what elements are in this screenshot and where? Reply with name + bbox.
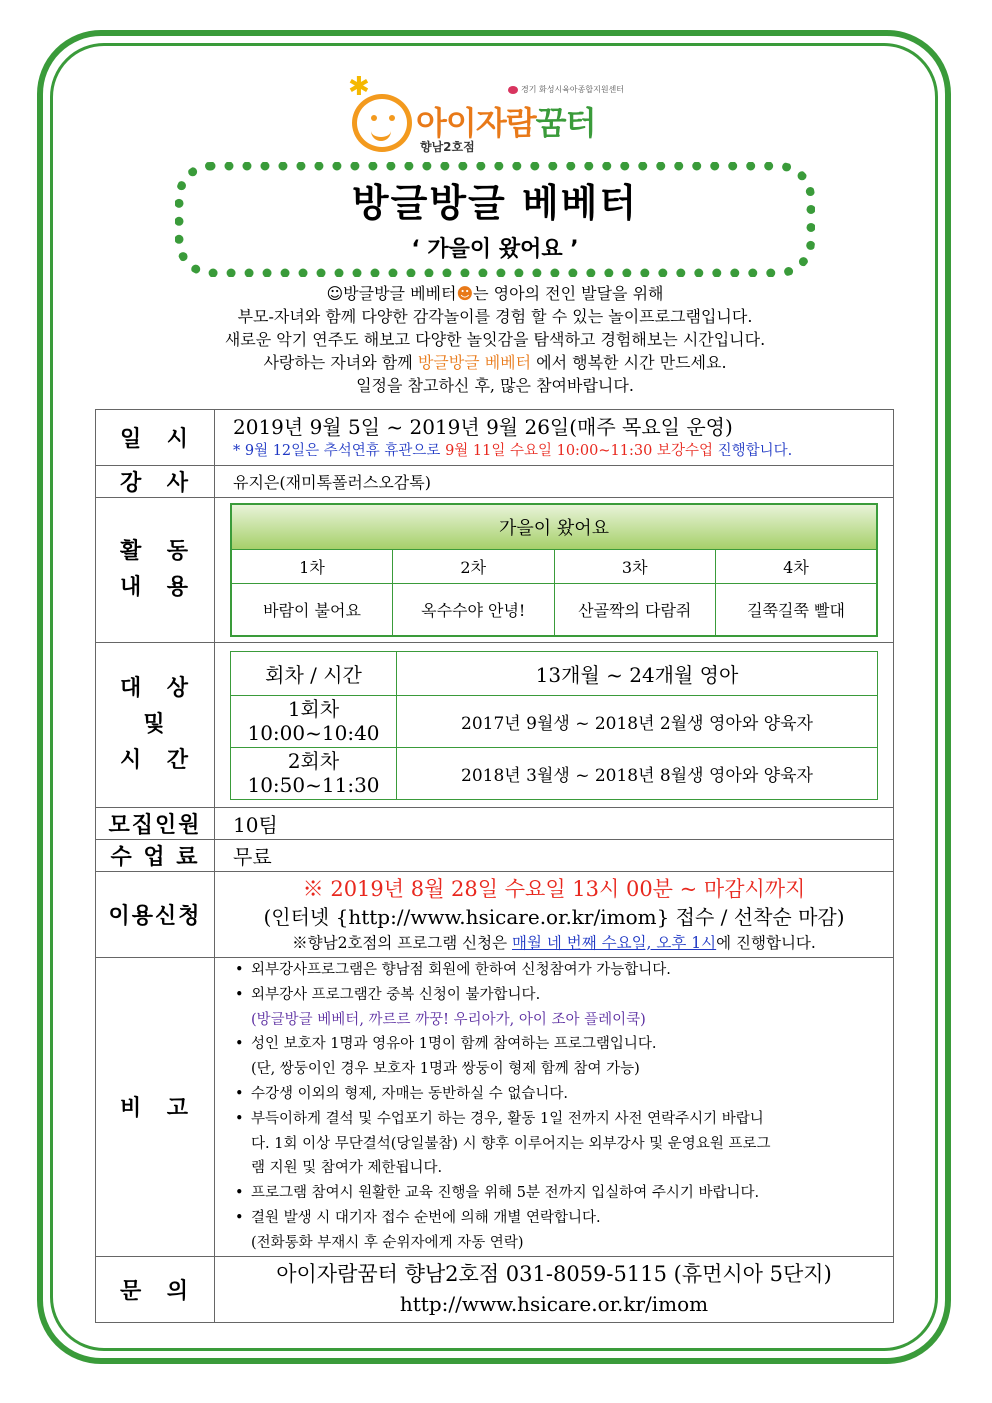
center-logo-icon bbox=[508, 86, 518, 94]
list-item: • 수강생 이외의 형제, 자매는 동반하실 수 없습니다. bbox=[235, 1085, 569, 1102]
target-table-row: 2회차 10:50~11:30 2018년 3월생 ~ 2018년 8월생 영아와 양육자 bbox=[231, 747, 878, 799]
target-row bbox=[96, 643, 894, 808]
topic-2: 옥수수야 안녕! bbox=[393, 584, 555, 636]
instructor-row bbox=[96, 466, 894, 498]
smile-filled-icon: ☻ bbox=[456, 284, 474, 303]
list-item: • 결원 발생 시 대기자 접수 순번에 의해 개별 연락합니다. bbox=[235, 1209, 601, 1226]
list-item: (방글방글 베베터, 까르르 까꿍! 우리아가, 아이 조아 플레이쿡) bbox=[251, 1011, 646, 1028]
remarks-row bbox=[96, 958, 894, 1257]
activity-table bbox=[230, 503, 878, 637]
smiley-face-icon bbox=[352, 94, 412, 152]
topic-4: 길쭉길쭉 빨대 bbox=[716, 584, 878, 636]
schedule-label: 일 시 bbox=[96, 410, 215, 466]
activity-label: 활 동 내 용 bbox=[96, 498, 215, 643]
session-2: 2차 bbox=[393, 550, 555, 584]
logo-brand: 아이자람꿈터 bbox=[416, 104, 596, 142]
remarks-label: 비 고 bbox=[96, 958, 215, 1257]
target-table bbox=[230, 651, 878, 800]
apply-row bbox=[96, 872, 894, 958]
smile-icon: ☺ bbox=[326, 284, 344, 303]
list-item: • 외부강사프로그램은 향남점 회원에 한하여 신청참여가 가능합니다. bbox=[235, 962, 671, 978]
schedule-row bbox=[96, 410, 894, 466]
activity-theme: 가을이 왔어요 bbox=[231, 504, 877, 550]
contact-phone: 아이자람꿈터 향남2호점 031-8059-5115 (휴먼시아 5단지) bbox=[276, 1262, 832, 1287]
activity-row bbox=[96, 498, 894, 643]
info-table bbox=[95, 409, 894, 1323]
list-item: 다. 1회 이상 무단결석(당일불참) 시 향후 이루어지는 외부강사 및 운영요원 프로그 bbox=[251, 1135, 771, 1152]
recruit-row bbox=[96, 808, 894, 840]
logo bbox=[348, 72, 638, 158]
list-item: • 성인 보호자 1명과 영유아 1명이 함께 참여하는 프로그램입니다. bbox=[235, 1036, 657, 1053]
contact-url[interactable]: http://www.hsicare.or.kr/imom bbox=[399, 1292, 709, 1317]
contact-label: 문 의 bbox=[96, 1256, 215, 1322]
schedule-period: 2019년 9월 5일 ~ 2019년 9월 26일(매주 목요일 운영) bbox=[233, 414, 733, 439]
fee-label: 수 업 료 bbox=[96, 840, 215, 872]
topic-3: 산골짝의 다람쥐 bbox=[554, 584, 716, 636]
apply-deadline: ※ 2019년 8월 28일 수요일 13시 00분 ~ 마감시까지 bbox=[302, 876, 806, 901]
remarks-list bbox=[215, 958, 893, 1256]
page-title: 방글방글 베베터 bbox=[351, 181, 639, 225]
intro-text: ☺방글방글 베베터☻는 영아의 전인 발달을 위해 부모-자녀와 함께 다양한 감각놀이를 경험 할 수 있는 놀이프로그램입니다. 새로운 악기 연주도 해보고 다양한 놀잇감을 탐색하고 경험해보는 시간입니다. 사랑하는 자녀와 함께 방글방글 베베터 에서 행복한 시간 만드세요. 일정을 참고하신 후, 많은 참여바랍니다. bbox=[224, 284, 766, 395]
list-item: (전화통화 부재시 후 순위자에게 자동 연락) bbox=[251, 1234, 524, 1251]
target-table-row: 1회차 10:00~10:40 2017년 9월생 ~ 2018년 2월생 영아와 양육자 bbox=[231, 695, 878, 747]
recruit-value: 10팀 bbox=[233, 813, 278, 837]
session-3: 3차 bbox=[554, 550, 716, 584]
instructor-label: 강 사 bbox=[96, 466, 215, 498]
apply-note: ※향남2호점의 프로그램 신청은 매월 네 번째 수요일, 오후 1시에 진행합니다. bbox=[292, 933, 816, 952]
page-subtitle: ‘ 가을이 왔어요 ’ bbox=[411, 237, 579, 262]
list-item: • 부득이하게 결석 및 수업포기 하는 경우, 활동 1일 전까지 사전 연락주시기 바랍니 bbox=[235, 1110, 764, 1127]
star-icon: ✱ bbox=[348, 72, 370, 102]
recruit-label: 모집인원 bbox=[96, 808, 215, 840]
target-label: 대 상 및 시 간 bbox=[96, 643, 215, 808]
session-1: 1차 bbox=[231, 550, 393, 584]
logo-center: 경기 화성시육아종합지원센터 bbox=[508, 84, 624, 95]
topic-1: 바람이 불어요 bbox=[231, 584, 393, 636]
session-4: 4차 bbox=[716, 550, 878, 584]
fee-value: 무료 bbox=[233, 845, 272, 869]
apply-label: 이용신청 bbox=[96, 872, 215, 958]
target-col-age: 13개월 ~ 24개월 영아 bbox=[397, 651, 878, 695]
logo-branch: 향남2호점 bbox=[420, 140, 475, 154]
list-item: • 외부강사 프로그램간 중복 신청이 불가합니다. bbox=[235, 986, 541, 1003]
instructor-value: 유지은(재미톡폴러스오감톡) bbox=[233, 473, 431, 492]
list-item: 램 지원 및 참여가 제한됩니다. bbox=[251, 1160, 443, 1177]
apply-method: (인터넷 {http://www.hsicare.or.kr/imom} 접수 / 선착순 마감) bbox=[263, 904, 845, 929]
list-item: • 프로그램 참여시 원활한 교육 진행을 위해 5분 전까지 입실하여 주시기 바랍니다. bbox=[235, 1185, 760, 1202]
fee-row bbox=[96, 840, 894, 872]
target-col-round: 회차 / 시간 bbox=[231, 651, 397, 695]
list-item: (단, 쌍둥이인 경우 보호자 1명과 쌍둥이 형제 함께 참여 가능) bbox=[251, 1061, 640, 1078]
contact-row bbox=[96, 1256, 894, 1322]
schedule-note: * 9월 12일은 추석연휴 휴관으로 9월 11일 수요일 10:00~11:30 보강수업 진행합니다. bbox=[233, 442, 793, 459]
